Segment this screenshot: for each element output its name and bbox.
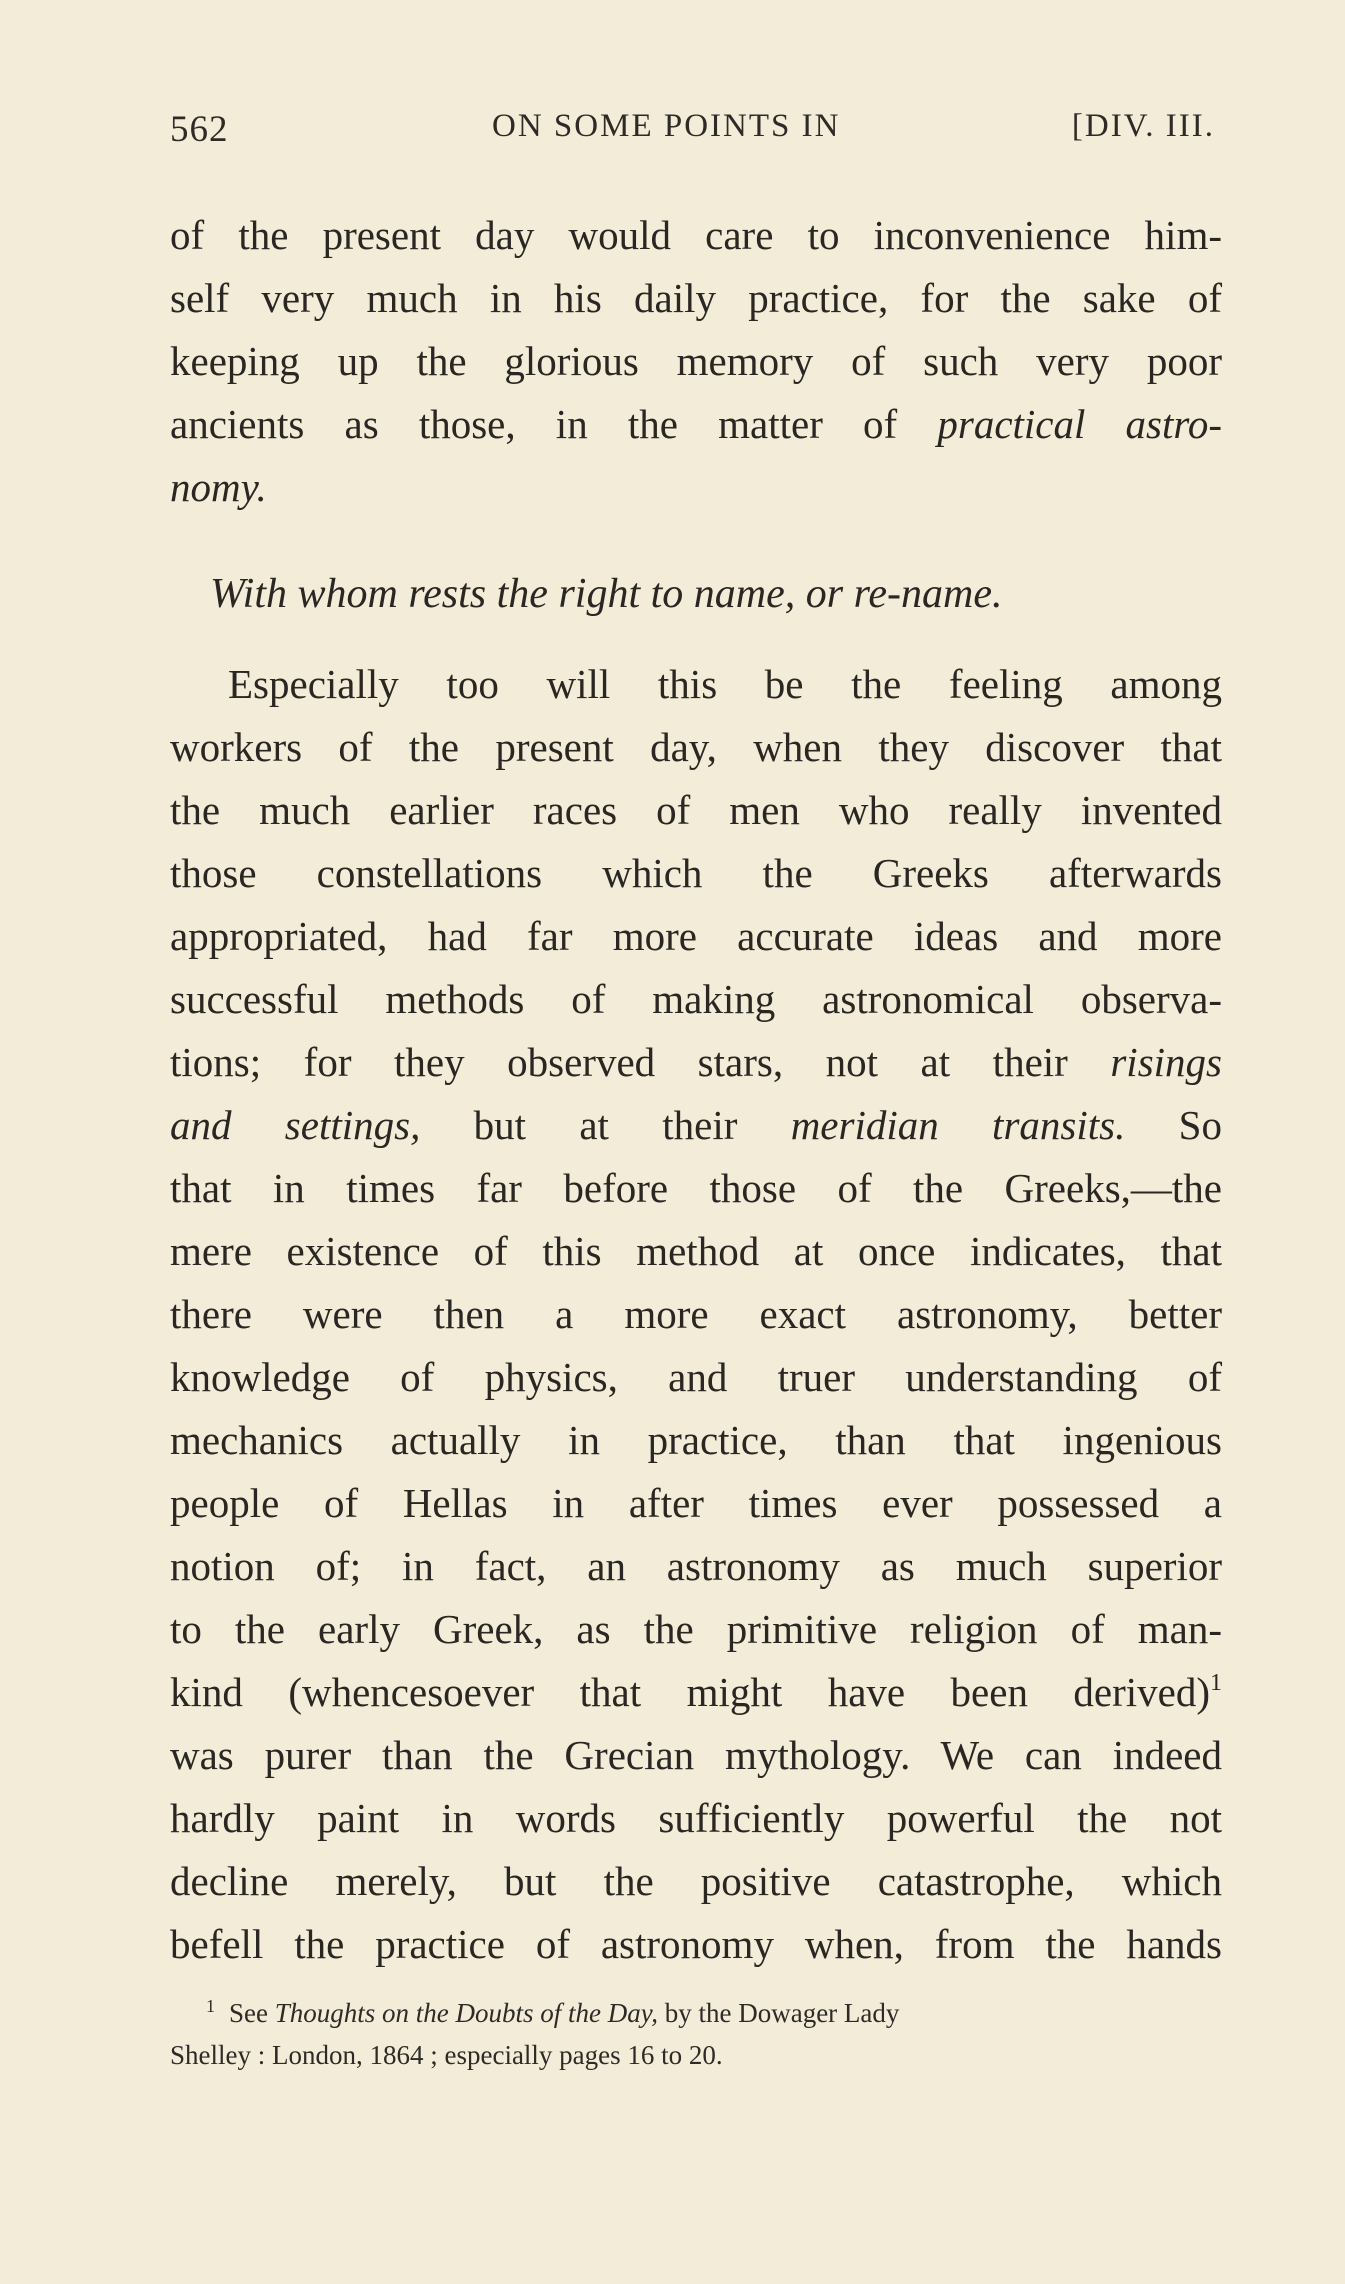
emphasis: risings — [1110, 1039, 1222, 1085]
footnote-line: Shelley : London, 1864 ; especially pages 16 to 20. — [170, 2040, 723, 2070]
text-line: self very much in his daily practice, for the sake of — [170, 275, 1222, 321]
text-line: decline merely, but the positive catastrophe, which — [170, 1858, 1222, 1904]
emphasis: and settings, — [170, 1102, 421, 1148]
paragraph-main — [170, 653, 1222, 1976]
footnote-line: $^1$ See Thoughts on the Doubts of the Day, by the Dowager Lady — [170, 1992, 1222, 2034]
text-line: mechanics actually in practice, than that ingenious — [170, 1417, 1222, 1463]
running-title: ON SOME POINTS IN — [492, 108, 841, 144]
text-line: hardly paint in words sufficiently powerful the not — [170, 1795, 1222, 1841]
paragraph-continued — [170, 204, 1222, 519]
text-line: was purer than the Grecian mythology. We can indeed — [170, 1732, 1222, 1778]
text-line: tions; for they observed stars, not at their risings — [170, 1039, 1222, 1085]
footnote — [170, 1992, 1222, 2076]
text-line: Especially too will this be the feeling among — [228, 661, 1222, 707]
emphasis: nomy. — [170, 464, 267, 510]
text-line: successful methods of making astronomical observa- — [170, 976, 1222, 1022]
text-line: keeping up the glorious memory of such very poor — [170, 338, 1222, 384]
text-line: kind (whencesoever that might have been derived)$^1$ — [170, 1669, 1222, 1715]
text-line: appropriated, had far more accurate ideas and more — [170, 913, 1222, 959]
text-line: that in times far before those of the Greeks,—the — [170, 1165, 1222, 1211]
emphasis: meridian transits. — [790, 1102, 1126, 1148]
running-head — [170, 108, 1215, 164]
text-line: there were then a more exact astronomy, better — [170, 1291, 1222, 1337]
text-line: mere existence of this method at once indicates, that — [170, 1228, 1222, 1274]
section-heading: With whom rests the right to name, or re-name. — [210, 571, 1003, 617]
footnote-marker: 1 — [206, 1996, 215, 2016]
text-line: befell the practice of astronomy when, from the hands — [170, 1921, 1222, 1967]
page-number: 562 — [170, 109, 229, 150]
text-line: those constellations which the Greeks afterwards — [170, 850, 1222, 896]
text-line: and settings, but at their meridian transits. So — [170, 1102, 1222, 1148]
text-line — [170, 456, 1222, 519]
text-line: of the present day would care to inconvenience him- — [170, 212, 1222, 258]
division-label: [DIV. III. — [1071, 108, 1215, 144]
text-line: people of Hellas in after times ever possessed a — [170, 1480, 1222, 1526]
text-line: knowledge of physics, and truer understanding of — [170, 1354, 1222, 1400]
emphasis: practical astro- — [937, 401, 1222, 447]
footnote-reference: 1 — [1210, 1670, 1222, 1696]
text-line: notion of; in fact, an astronomy as much superior — [170, 1543, 1222, 1589]
text-line: workers of the present day, when they discover that — [170, 724, 1222, 770]
text-line: to the early Greek, as the primitive religion of man- — [170, 1606, 1222, 1652]
text-line: ancients as those, in the matter of practical astro- — [170, 401, 1222, 447]
footnote-title: Thoughts on the Doubts of the Day, — [274, 1998, 658, 2028]
text-line: the much earlier races of men who really invented — [170, 787, 1222, 833]
